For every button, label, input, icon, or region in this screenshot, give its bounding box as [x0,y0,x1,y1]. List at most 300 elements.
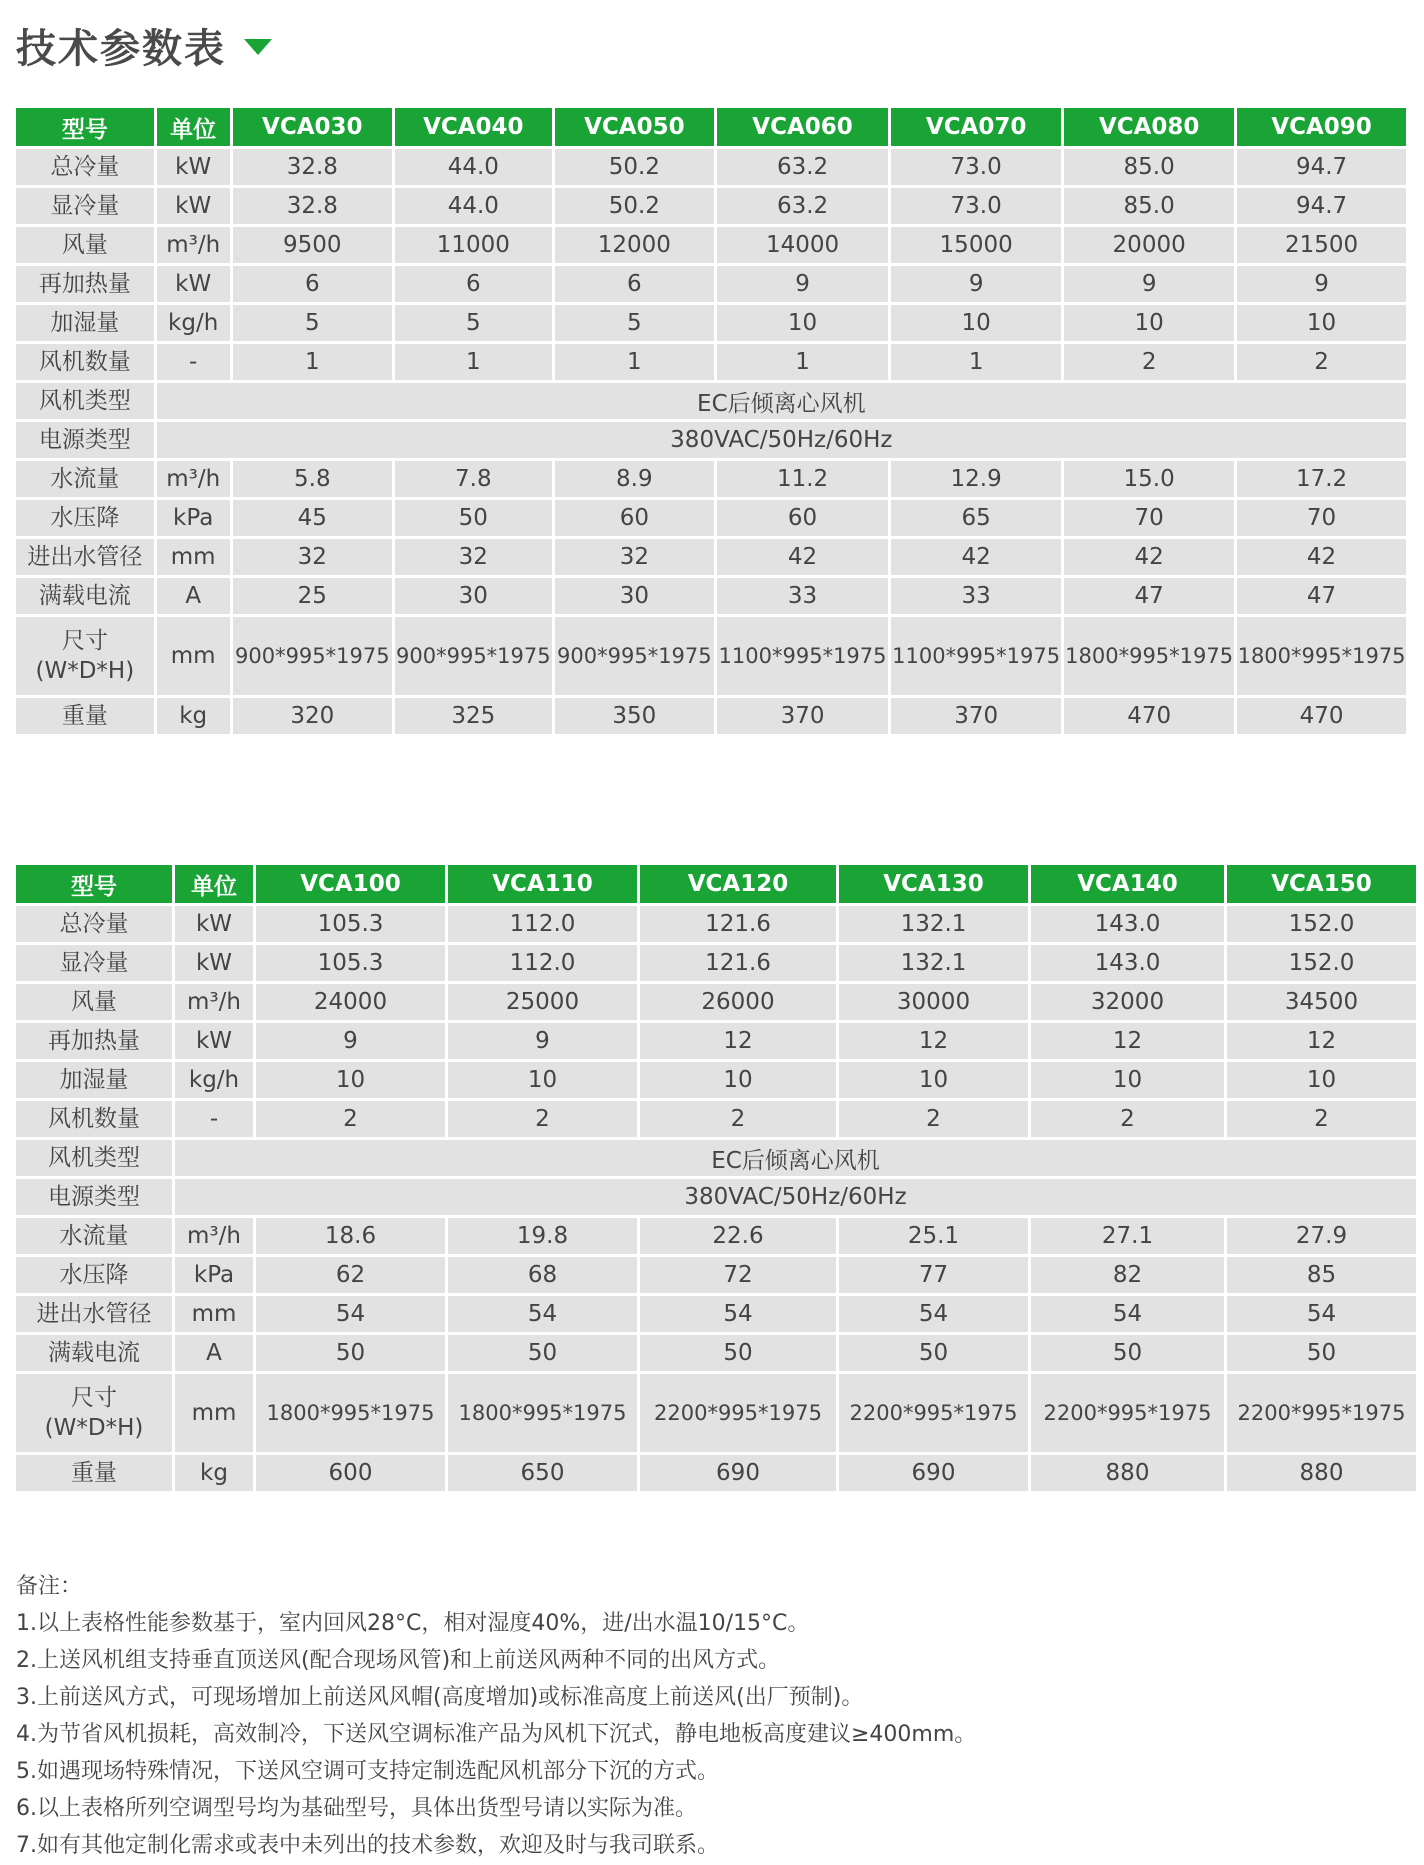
value-cell: 325 [395,698,552,734]
row-label-text: 重量 [61,703,108,729]
value-cell: 27.1 [1031,1218,1224,1254]
row-label-text: 总冷量 [50,154,120,180]
value-cell: 1800*995*1975 [1237,617,1406,695]
value-cell: 143.0 [1031,906,1224,942]
value-cell: 650 [448,1455,637,1491]
table-row [16,344,1406,380]
value-cell: 73.0 [891,149,1061,185]
page-title-text: 技术参数表 [16,25,226,72]
unit-cell: A [157,578,230,614]
value-cell: 21500 [1237,227,1406,263]
value-cell: 54 [448,1296,637,1332]
note-item: 4.为节省风机损耗，高效制冷，下送风空调标准产品为风机下沉式，静电地板高度建议≥400mm。 [16,1722,977,1747]
value-cell: 11.2 [717,461,888,497]
value-cell: 47 [1064,578,1234,614]
value-cell: 880 [1031,1455,1224,1491]
row-label [16,266,154,302]
value-cell: 105.3 [256,906,445,942]
value-cell: 900*995*1975 [395,617,552,695]
table-row [16,617,1406,695]
row-label [16,906,172,942]
row-label-text: 风量 [71,989,117,1015]
note-item: 5.如遇现场特殊情况，下送风空调可支持定制选配风机部分下沉的方式。 [16,1759,719,1784]
value-cell: 65 [891,500,1061,536]
unit-cell: mm [175,1296,253,1332]
value-cell: 50.2 [555,149,714,185]
value-cell: 94.7 [1237,149,1406,185]
value-cell: 2200*995*1975 [1227,1374,1416,1452]
unit-cell: kW [157,188,230,224]
value-cell: 25.1 [839,1218,1028,1254]
unit-cell: m³/h [175,984,253,1020]
value-cell: 12000 [555,227,714,263]
spec-table-1 [13,105,1409,737]
value-cell: 10 [839,1062,1028,1098]
table-row [16,500,1406,536]
header-model-name: VCA040 [395,108,552,146]
value-cell: 1 [233,344,392,380]
row-label-text: 水压降 [50,505,120,531]
row-label [16,188,154,224]
value-cell: 62 [256,1257,445,1293]
value-cell: 9 [256,1023,445,1059]
header-unit: 单位 [157,108,230,146]
unit-cell: m³/h [157,227,230,263]
value-cell: 17.2 [1237,461,1406,497]
value-cell: 132.1 [839,945,1028,981]
unit-cell: kW [175,906,253,942]
value-cell: 5 [555,305,714,341]
value-cell: 8.9 [555,461,714,497]
value-cell: 50 [640,1335,836,1371]
row-label-text: 尺寸 [71,1385,117,1411]
table-row [16,539,1406,575]
value-cell: 22.6 [640,1218,836,1254]
table-row [16,906,1416,942]
note-item: 6.以上表格所列空调型号均为基础型号，具体出货型号请以实际为准。 [16,1796,697,1821]
table-row [16,1062,1416,1098]
note-item: 2.上送风机组支持垂直顶送风(配合现场风管)和上前送风两种不同的出风方式。 [16,1648,781,1673]
value-cell: 50 [1031,1335,1224,1371]
value-cell: 60 [717,500,888,536]
value-cell: 54 [1031,1296,1224,1332]
row-label [16,1023,172,1059]
note-item: 7.如有其他定制化需求或表中未列出的技术参数，欢迎及时与我司联系。 [16,1833,719,1858]
value-cell: 50 [448,1335,637,1371]
value-cell: 12 [1031,1023,1224,1059]
row-label-text: 水流量 [50,466,120,492]
table-row [16,1101,1416,1137]
value-cell: 2200*995*1975 [839,1374,1028,1452]
value-cell: 82 [1031,1257,1224,1293]
row-label [16,1455,172,1491]
row-label-text: 加湿量 [59,1067,129,1093]
row-label [16,383,154,419]
value-cell: 1 [891,344,1061,380]
value-cell: 32 [395,539,552,575]
value-cell: 2 [1237,344,1406,380]
value-cell: 63.2 [717,149,888,185]
value-cell: 33 [717,578,888,614]
value-cell: 50 [395,500,552,536]
value-cell: 72 [640,1257,836,1293]
row-label-text: 风机数量 [48,1106,140,1132]
value-cell: 9 [1064,266,1234,302]
value-cell: 68 [448,1257,637,1293]
table-row [16,1179,1416,1215]
notes-heading: 备注： [16,1574,83,1599]
notes-section [16,1568,1406,1864]
value-cell: 152.0 [1227,945,1416,981]
value-cell: 85 [1227,1257,1416,1293]
value-cell: 2 [640,1101,836,1137]
value-cell: 2 [1031,1101,1224,1137]
value-cell: 1 [555,344,714,380]
value-cell: 7.8 [395,461,552,497]
row-label-text: 加湿量 [50,310,120,336]
value-cell: 20000 [1064,227,1234,263]
unit-cell: kg/h [175,1062,253,1098]
table-row [16,1218,1416,1254]
unit-cell: kW [175,945,253,981]
value-cell: 27.9 [1227,1218,1416,1254]
value-cell: 25000 [448,984,637,1020]
table-row [16,383,1406,419]
merged-cell: 380VAC/50Hz/60Hz [175,1179,1416,1215]
value-cell: 54 [640,1296,836,1332]
value-cell: 121.6 [640,906,836,942]
value-cell: 50 [256,1335,445,1371]
value-cell: 880 [1227,1455,1416,1491]
value-cell: 70 [1064,500,1234,536]
row-label-text: 再加热量 [48,1028,140,1054]
unit-cell: mm [157,539,230,575]
note-item: 3.上前送风方式，可现场增加上前送风风帽(高度增加)或标准高度上前送风(出厂预制)。 [16,1685,864,1710]
row-label-text: 满载电流 [38,583,131,609]
merged-cell: 380VAC/50Hz/60Hz [157,422,1406,458]
table-row [16,1335,1416,1371]
value-cell: 12 [1227,1023,1416,1059]
table-row [16,227,1406,263]
value-cell: 132.1 [839,906,1028,942]
unit-cell: kW [175,1023,253,1059]
header-model-name: VCA080 [1064,108,1234,146]
triangle-down-icon [244,39,272,55]
value-cell: 112.0 [448,945,637,981]
value-cell: 19.8 [448,1218,637,1254]
value-cell: 15000 [891,227,1061,263]
row-label [16,461,154,497]
table-row [16,188,1406,224]
value-cell: 47 [1237,578,1406,614]
value-cell: 152.0 [1227,906,1416,942]
table-row [16,1374,1416,1452]
value-cell: 10 [640,1062,836,1098]
value-cell: 2 [448,1101,637,1137]
value-cell: 9 [1237,266,1406,302]
row-label-text: 电源类型 [48,1184,140,1210]
row-label [16,1374,172,1452]
value-cell: 1 [717,344,888,380]
value-cell: 2200*995*1975 [640,1374,836,1452]
row-label [16,984,172,1020]
row-label [16,1335,172,1371]
unit-cell: kg/h [157,305,230,341]
value-cell: 10 [1031,1062,1224,1098]
value-cell: 112.0 [448,906,637,942]
row-label-text: 进出水管径 [27,544,143,570]
value-cell: 32 [555,539,714,575]
value-cell: 77 [839,1257,1028,1293]
value-cell: 26000 [640,984,836,1020]
value-cell: 42 [717,539,888,575]
row-label-subtext: (W*D*H) [44,1415,144,1441]
value-cell: 12 [640,1023,836,1059]
value-cell: 105.3 [256,945,445,981]
unit-cell: m³/h [157,461,230,497]
unit-cell: - [157,344,230,380]
row-label [16,945,172,981]
page-title [16,18,272,72]
value-cell: 42 [1237,539,1406,575]
value-cell: 470 [1237,698,1406,734]
value-cell: 10 [256,1062,445,1098]
value-cell: 12.9 [891,461,1061,497]
value-cell: 10 [717,305,888,341]
header-model-name: VCA050 [555,108,714,146]
header-model-name: VCA070 [891,108,1061,146]
merged-cell: EC后倾离心风机 [157,383,1406,419]
unit-cell: - [175,1101,253,1137]
value-cell: 690 [640,1455,836,1491]
value-cell: 42 [891,539,1061,575]
value-cell: 320 [233,698,392,734]
row-label [16,539,154,575]
value-cell: 50 [1227,1335,1416,1371]
value-cell: 54 [256,1296,445,1332]
row-label-text: 再加热量 [38,271,131,297]
unit-cell: kg [175,1455,253,1491]
value-cell: 350 [555,698,714,734]
row-label [16,617,154,695]
value-cell: 5.8 [233,461,392,497]
value-cell: 32 [233,539,392,575]
table-row [16,266,1406,302]
row-label-text: 风量 [61,232,108,258]
table-row [16,305,1406,341]
row-label [16,422,154,458]
header-model-name: VCA150 [1227,865,1416,903]
row-label-text: 尺寸 [61,628,108,654]
row-label [16,344,154,380]
value-cell: 470 [1064,698,1234,734]
value-cell: 9 [717,266,888,302]
row-label [16,1257,172,1293]
header-model-name: VCA110 [448,865,637,903]
table-row [16,1296,1416,1332]
value-cell: 32000 [1031,984,1224,1020]
header-model-name: VCA030 [233,108,392,146]
table-row [16,461,1406,497]
value-cell: 690 [839,1455,1028,1491]
unit-cell: mm [157,617,230,695]
value-cell: 45 [233,500,392,536]
unit-cell: mm [175,1374,253,1452]
value-cell: 44.0 [395,188,552,224]
value-cell: 54 [839,1296,1028,1332]
value-cell: 900*995*1975 [233,617,392,695]
merged-cell: EC后倾离心风机 [175,1140,1416,1176]
value-cell: 900*995*1975 [555,617,714,695]
unit-cell: m³/h [175,1218,253,1254]
value-cell: 1800*995*1975 [256,1374,445,1452]
header-model-name: VCA140 [1031,865,1224,903]
table-row [16,1455,1416,1491]
row-label [16,1179,172,1215]
table-row [16,698,1406,734]
row-label-subtext: (W*D*H) [35,658,135,684]
value-cell: 370 [717,698,888,734]
value-cell: 50 [839,1335,1028,1371]
value-cell: 370 [891,698,1061,734]
value-cell: 44.0 [395,149,552,185]
value-cell: 1800*995*1975 [1064,617,1234,695]
value-cell: 12 [839,1023,1028,1059]
value-cell: 5 [233,305,392,341]
row-label-text: 重量 [71,1460,117,1486]
value-cell: 14000 [717,227,888,263]
unit-cell: kg [157,698,230,734]
unit-cell: kW [157,149,230,185]
value-cell: 121.6 [640,945,836,981]
unit-cell: kPa [175,1257,253,1293]
value-cell: 2 [1227,1101,1416,1137]
row-label-text: 风机数量 [38,349,131,375]
row-label-text: 进出水管径 [36,1301,152,1327]
value-cell: 85.0 [1064,188,1234,224]
value-cell: 11000 [395,227,552,263]
value-cell: 10 [448,1062,637,1098]
value-cell: 30 [395,578,552,614]
row-label-text: 水流量 [59,1223,129,1249]
value-cell: 10 [891,305,1061,341]
table-row [16,1257,1416,1293]
value-cell: 2 [256,1101,445,1137]
value-cell: 143.0 [1031,945,1224,981]
table-row [16,149,1406,185]
row-label-text: 风机类型 [38,388,131,414]
value-cell: 6 [395,266,552,302]
header-unit: 单位 [175,865,253,903]
row-label [16,1218,172,1254]
value-cell: 1800*995*1975 [448,1374,637,1452]
value-cell: 63.2 [717,188,888,224]
row-label [16,578,154,614]
value-cell: 1100*995*1975 [717,617,888,695]
header-model-name: VCA120 [640,865,836,903]
row-label-text: 显冷量 [59,950,129,976]
value-cell: 85.0 [1064,149,1234,185]
row-label-text: 电源类型 [38,427,131,453]
row-label-text: 水压降 [59,1262,129,1288]
row-label [16,1140,172,1176]
row-label [16,698,154,734]
value-cell: 9500 [233,227,392,263]
unit-cell: A [175,1335,253,1371]
value-cell: 70 [1237,500,1406,536]
value-cell: 73.0 [891,188,1061,224]
note-item: 1.以上表格性能参数基于，室内回风28°C，相对湿度40%，进/出水温10/15°C。 [16,1611,810,1636]
value-cell: 50.2 [555,188,714,224]
table-row [16,422,1406,458]
value-cell: 2200*995*1975 [1031,1374,1224,1452]
table-row [16,945,1416,981]
value-cell: 6 [233,266,392,302]
unit-cell: kW [157,266,230,302]
value-cell: 1 [395,344,552,380]
value-cell: 2 [839,1101,1028,1137]
value-cell: 10 [1227,1062,1416,1098]
row-label [16,1101,172,1137]
value-cell: 25 [233,578,392,614]
row-label-text: 总冷量 [59,911,129,937]
value-cell: 9 [448,1023,637,1059]
value-cell: 2 [1064,344,1234,380]
value-cell: 94.7 [1237,188,1406,224]
table-row [16,1023,1416,1059]
header-row [16,865,1416,903]
row-label [16,500,154,536]
spec-table-2 [13,862,1419,1494]
header-model: 型号 [16,108,154,146]
value-cell: 24000 [256,984,445,1020]
value-cell: 18.6 [256,1218,445,1254]
table-row [16,1140,1416,1176]
row-label [16,1296,172,1332]
value-cell: 10 [1064,305,1234,341]
row-label-text: 风机类型 [48,1145,140,1171]
header-model-name: VCA090 [1237,108,1406,146]
row-label [16,1062,172,1098]
value-cell: 1100*995*1975 [891,617,1061,695]
value-cell: 6 [555,266,714,302]
value-cell: 5 [395,305,552,341]
value-cell: 34500 [1227,984,1416,1020]
table-row [16,578,1406,614]
value-cell: 32.8 [233,149,392,185]
value-cell: 54 [1227,1296,1416,1332]
value-cell: 15.0 [1064,461,1234,497]
row-label [16,305,154,341]
value-cell: 33 [891,578,1061,614]
value-cell: 600 [256,1455,445,1491]
header-model-name: VCA130 [839,865,1028,903]
value-cell: 10 [1237,305,1406,341]
unit-cell: kPa [157,500,230,536]
value-cell: 60 [555,500,714,536]
value-cell: 30000 [839,984,1028,1020]
value-cell: 9 [891,266,1061,302]
value-cell: 42 [1064,539,1234,575]
table-row [16,984,1416,1020]
row-label [16,149,154,185]
value-cell: 32.8 [233,188,392,224]
row-label-text: 满载电流 [48,1340,140,1366]
row-label-text: 显冷量 [50,193,120,219]
header-model: 型号 [16,865,172,903]
header-model-name: VCA060 [717,108,888,146]
value-cell: 30 [555,578,714,614]
